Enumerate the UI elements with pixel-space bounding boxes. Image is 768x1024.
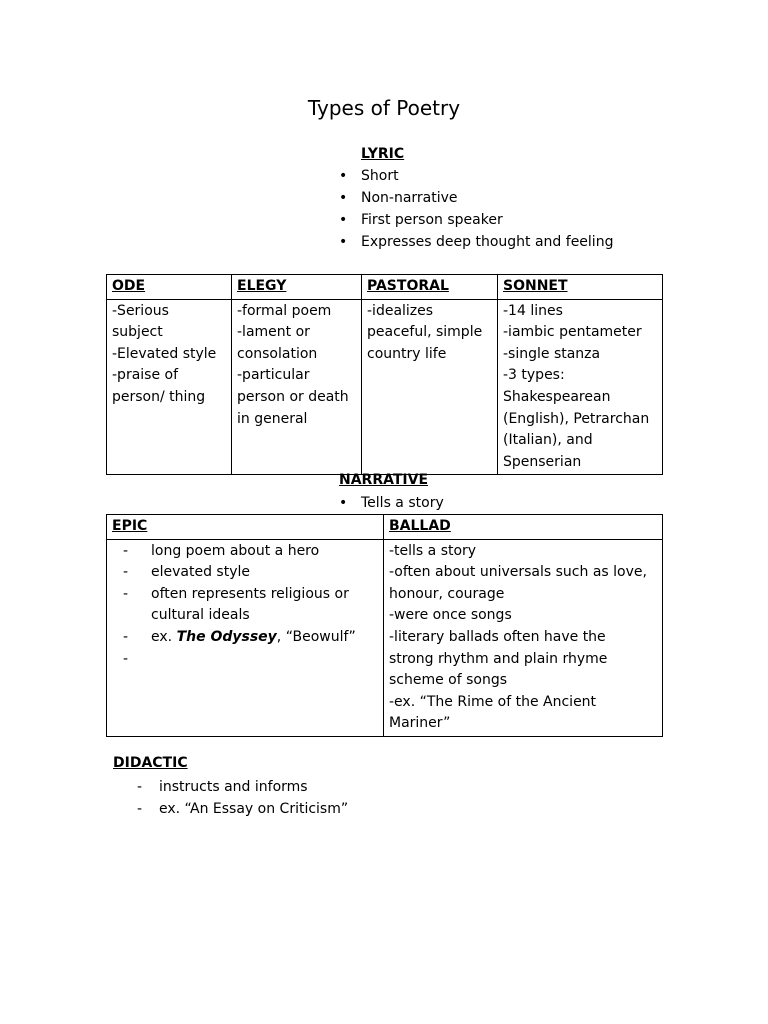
- example-prefix: ex.: [151, 628, 177, 645]
- sonnet-cell: [498, 299, 663, 475]
- list-item: - ex. “An Essay on Criticism”: [113, 798, 513, 820]
- ode-cell: [107, 299, 232, 475]
- list-item: [107, 627, 378, 649]
- cell-line: -iambic pentameter: [503, 324, 642, 341]
- list-item: - often represents religious or cultural ideals: [107, 584, 378, 627]
- narrative-types-table: [106, 514, 663, 737]
- narrative-bullet-list: [337, 492, 444, 514]
- didactic-heading: DIDACTIC: [113, 755, 188, 771]
- epic-title: The Odyssey: [176, 628, 277, 645]
- list-item: - elevated style: [107, 562, 378, 584]
- cell-line: -Serious: [112, 302, 169, 319]
- cell-line: -3 types:: [503, 367, 565, 384]
- table-header: ELEGY: [232, 275, 362, 300]
- cell-line: -praise of: [112, 367, 179, 384]
- cell-line: consolation: [237, 345, 318, 362]
- cell-line: -single stanza: [503, 345, 601, 362]
- cell-line: honour, courage: [389, 585, 505, 602]
- cell-line: peaceful, simple: [367, 324, 483, 341]
- lyric-bullet: • Short: [337, 165, 613, 187]
- table-header: ODE: [107, 275, 232, 300]
- cell-line: subject: [112, 324, 163, 341]
- cell-line: -Elevated style: [112, 345, 217, 362]
- cell-line: scheme of songs: [389, 672, 508, 689]
- lyric-bullet: • First person speaker: [337, 209, 613, 231]
- didactic-list: [113, 776, 513, 820]
- list-item: [107, 649, 378, 671]
- cell-line: Shakespearean: [503, 388, 611, 405]
- cell-line: strong rhythm and plain rhyme: [389, 650, 608, 667]
- lyric-bullet-list: [337, 165, 613, 253]
- narrative-heading: NARRATIVE: [339, 472, 429, 488]
- cell-line: -were once songs: [389, 607, 512, 624]
- table-header: EPIC: [107, 515, 384, 540]
- cell-line: -tells a story: [389, 542, 477, 559]
- lyric-heading: LYRIC: [361, 146, 405, 162]
- elegy-cell: [232, 299, 362, 475]
- pastoral-cell: [362, 299, 498, 475]
- table-header: SONNET: [498, 275, 663, 300]
- epic-list: [107, 541, 378, 671]
- cell-line: -literary ballads often have the: [389, 628, 606, 645]
- lyric-bullet: • Non-narrative: [337, 187, 613, 209]
- example-suffix: , “Beowulf”: [276, 628, 356, 645]
- cell-line: person or death: [237, 388, 349, 405]
- cell-line: -14 lines: [503, 302, 563, 319]
- list-item: - instructs and informs: [113, 776, 513, 798]
- cell-line: -idealizes: [367, 302, 434, 319]
- cell-line: Mariner”: [389, 715, 451, 732]
- cell-line: (English), Petrarchan: [503, 410, 650, 427]
- lyric-types-table: [106, 274, 663, 475]
- page-title: Types of Poetry: [307, 96, 461, 120]
- cell-line: -formal poem: [237, 302, 332, 319]
- cell-line: -ex. “The Rime of the Ancient: [389, 693, 597, 710]
- cell-line: -lament or: [237, 324, 310, 341]
- cell-line: (Italian), and: [503, 432, 593, 449]
- lyric-bullet: • Expresses deep thought and feeling: [337, 231, 613, 253]
- list-item: - long poem about a hero: [107, 541, 378, 563]
- cell-line: -particular: [237, 367, 310, 384]
- table-header: PASTORAL: [362, 275, 498, 300]
- cell-line: country life: [367, 345, 447, 362]
- table-header: BALLAD: [384, 515, 663, 540]
- cell-line: Spenserian: [503, 453, 582, 470]
- cell-line: person/ thing: [112, 388, 206, 405]
- cell-line: -often about universals such as love,: [389, 564, 647, 581]
- ballad-cell: [384, 539, 663, 736]
- narrative-bullet: • Tells a story: [337, 492, 444, 514]
- epic-cell: [107, 539, 384, 736]
- cell-line: in general: [237, 410, 308, 427]
